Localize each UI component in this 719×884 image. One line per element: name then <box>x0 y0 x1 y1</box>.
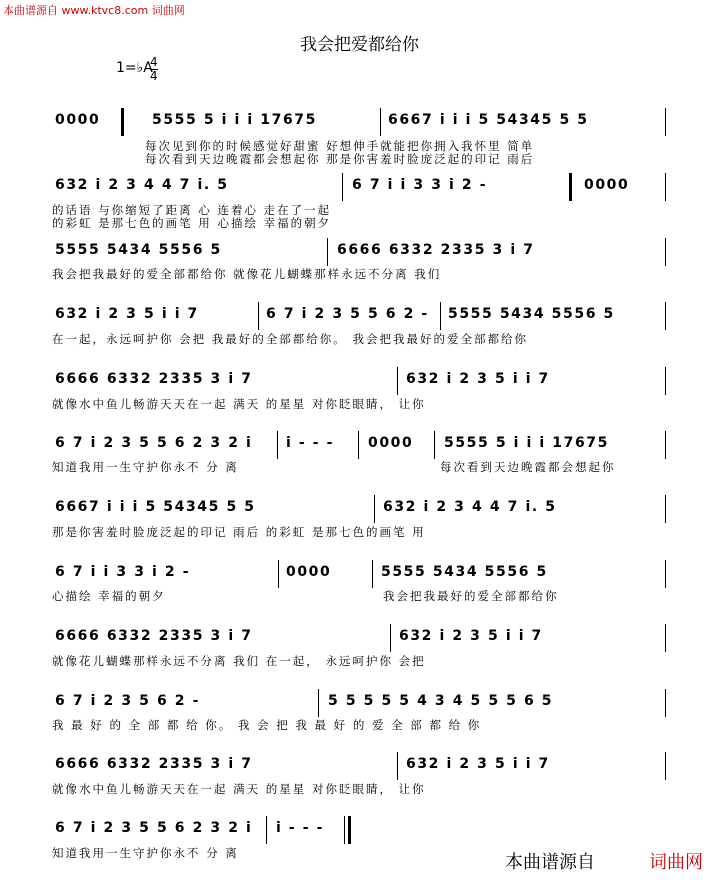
notes-line4-m3: 5555 5434 5556 5 <box>448 306 615 322</box>
key-signature: 1=♭A <box>116 60 153 76</box>
notes-line9-m2: 632 i 2 3 5 i i 7 <box>399 628 543 644</box>
notes-line6-m3: 0000 <box>368 435 414 451</box>
barline <box>277 431 278 459</box>
lyrics-line2-v1: 的话语 与你缩短了距离 心 连着心 走在了一起 <box>52 203 332 217</box>
barline <box>440 302 441 330</box>
notes-line8-m3: 5555 5434 5556 5 <box>381 564 548 580</box>
notes-line7-m1: 6667 i i i 5 54345 5 5 <box>55 499 256 515</box>
barline <box>434 431 435 459</box>
lyrics-line11: 就像水中鱼儿畅游天天在一起 满天 的星星 对你眨眼睛， 让你 <box>52 782 426 796</box>
barline <box>374 495 375 523</box>
notes-line5-m2: 632 i 2 3 5 i i 7 <box>406 371 550 387</box>
barline <box>665 302 666 330</box>
notes-line12-m2: i - - - <box>276 820 325 836</box>
notes-line12-m1: 6 7 i 2 3 5 5 6 2 3 2 i <box>55 820 253 836</box>
barline <box>665 367 666 395</box>
footer-site-text: 词曲网 <box>649 852 703 873</box>
lyrics-line8-b: 我会把我最好的爱全部都给你 <box>383 589 559 603</box>
notes-line1-m2: 5555 5 i i i 17675 <box>152 112 317 128</box>
repeat-end-bar <box>569 173 572 201</box>
barline <box>665 108 666 136</box>
lyrics-line1-v1: 每次见到你的时候感觉好甜蜜 好想伸手就能把你拥入我怀里 简单 <box>145 139 535 153</box>
notes-line8-m2: 0000 <box>286 564 332 580</box>
final-barline-thin <box>344 816 345 844</box>
notes-line11-m2: 632 i 2 3 5 i i 7 <box>406 756 550 772</box>
lyrics-line5: 就像水中鱼儿畅游天天在一起 满天 的星星 对你眨眼睛， 让你 <box>52 397 426 411</box>
lyrics-line9: 就像花儿蝴蝶那样永远不分离 我们 在一起， 永远呵护你 会把 <box>52 654 426 668</box>
barline <box>665 689 666 717</box>
notes-line4-m2: 6 7 i 2 3 5 5 6 2 - <box>266 306 429 322</box>
time-signature-bottom: 4 <box>150 69 158 83</box>
barline <box>665 752 666 780</box>
notes-line10-m2: 5 5 5 5 5 4 3 4 5 5 5 6 5 <box>328 693 554 709</box>
lyrics-line8-a: 心描绘 幸福的朝夕 <box>52 589 166 603</box>
lyrics-line3: 我会把我最好的爱全部都给你 就像花儿蝴蝶那样永远不分离 我们 <box>52 267 442 281</box>
lyrics-line2-v2: 的彩虹 是那七色的画笔 用 心描绘 幸福的朝夕 <box>52 216 332 230</box>
barline <box>372 560 373 588</box>
barline <box>665 560 666 588</box>
notes-line5-m1: 6666 6332 2335 3 i 7 <box>55 371 253 387</box>
barline <box>665 238 666 266</box>
lyrics-line6-a: 知道我用一生守护你永不 分 离 <box>52 460 239 474</box>
lyrics-line1-v2: 每次看到天边晚霞都会想起你 那是你害羞时脸庞泛起的印记 雨后 <box>145 152 535 166</box>
notes-line6-m1: 6 7 i 2 3 5 5 6 2 3 2 i <box>55 435 253 451</box>
barline <box>390 624 391 652</box>
lyrics-line10: 我 最 好 的 全 部 都 给 你。 我 会 把 我 最 好 的 爱 全 部 都 给 你 <box>52 718 482 732</box>
barline <box>342 173 343 201</box>
notes-line8-m1: 6 7 i i 3 3 i 2 - <box>55 564 191 580</box>
notes-line7-m2: 632 i 2 3 4 4 7 i. 5 <box>383 499 557 515</box>
barline <box>380 108 381 136</box>
barline <box>665 624 666 652</box>
barline <box>358 431 359 459</box>
lyrics-line12: 知道我用一生守护你永不 分 离 <box>52 846 239 860</box>
notes-line6-m4: 5555 5 i i i 17675 <box>444 435 609 451</box>
barline <box>327 238 328 266</box>
notes-line3-m1: 5555 5434 5556 5 <box>55 242 222 258</box>
lyrics-line4: 在一起，永远呵护你 会把 我最好的全部都给你。 我会把我最好的爱全部都给你 <box>52 332 528 346</box>
notes-line2-m3: 0000 <box>584 177 630 193</box>
notes-line3-m2: 6666 6332 2335 3 i 7 <box>337 242 535 258</box>
barline <box>665 173 666 201</box>
barline <box>397 752 398 780</box>
barline <box>278 560 279 588</box>
notes-line6-m2: i - - - <box>286 435 335 451</box>
repeat-bar <box>121 108 124 136</box>
barline <box>665 431 666 459</box>
footer-source-text: 本曲谱源自 <box>505 852 595 873</box>
lyrics-line6-b: 每次看到天边晚霞都会想起你 <box>440 460 616 474</box>
time-signature-top: 4 <box>150 55 158 69</box>
barline <box>397 367 398 395</box>
notes-line9-m1: 6666 6332 2335 3 i 7 <box>55 628 253 644</box>
notes-line1-m1: 0000 <box>55 112 101 128</box>
final-barline-thick <box>348 816 351 844</box>
notes-line11-m1: 6666 6332 2335 3 i 7 <box>55 756 253 772</box>
barline <box>665 495 666 523</box>
barline <box>266 816 267 844</box>
notes-line4-m1: 632 i 2 3 5 i i 7 <box>55 306 199 322</box>
notes-line10-m1: 6 7 i 2 3 5 6 2 - <box>55 693 200 709</box>
song-title: 我会把爱都给你 <box>300 35 419 55</box>
barline <box>258 302 259 330</box>
notes-line2-m2: 6 7 i i 3 3 i 2 - <box>352 177 488 193</box>
barline <box>318 689 319 717</box>
notes-line1-m3: 6667 i i i 5 54345 5 5 <box>388 112 589 128</box>
time-signature <box>150 56 158 83</box>
notes-line2-m1: 632 i 2 3 4 4 7 i. 5 <box>55 177 229 193</box>
site-header-text: 本曲谱源自 www.ktvc8.com 词曲网 <box>3 4 185 17</box>
lyrics-line7: 那是你害羞时脸庞泛起的印记 雨后 的彩虹 是那七色的画笔 用 <box>52 525 426 539</box>
